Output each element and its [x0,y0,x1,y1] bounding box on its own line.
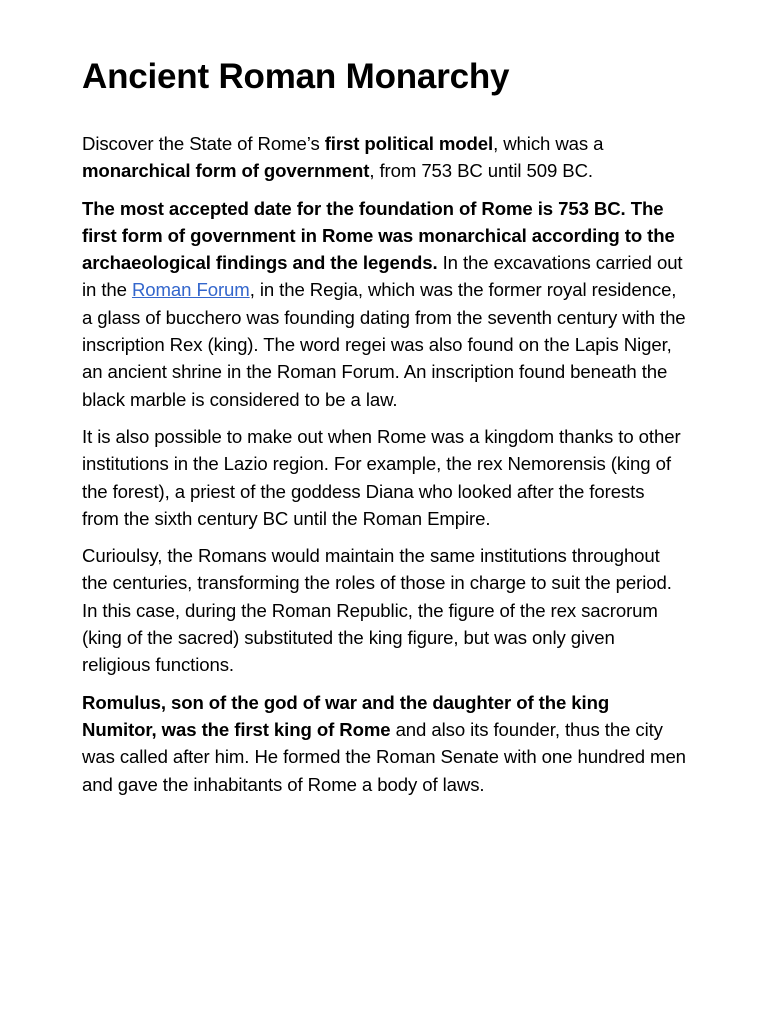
intro-text-2: , which was a [493,133,604,154]
roman-forum-link[interactable]: Roman Forum [131,279,250,301]
romulus-bold-text: Romulus, son of the god of war and the daughter of the king Numitor, was the first king of Rome [82,691,610,740]
intro-bold-2: monarchical form of government [82,160,370,182]
foundation-bold-text: The most accepted date for the foundation of Rome is 753 BC. The first form of government in Rome was monarchical according to the archaeological findings and the legends. [82,197,675,274]
intro-text-3: , from 753 BC until 509 BC. [369,160,593,182]
paragraph-romulus [82,689,686,798]
paragraph-institutions: Curioulsy, the Romans would maintain the same institutions throughout the centuries, transforming the roles of those in charge to suit the period. In this case, during the Roman Republic, the figure of the rex sacrorum (king of the sacred) substituted the king figure, but was only given religious functions. [82,545,672,676]
intro-bold-1: first political model [324,133,494,154]
foundation-text-1: In the excavations carried out in the [82,252,683,301]
foundation-text-2: , in the Regia, which was the former royal residence, a glass of bucchero was founding dating from the seventh century with the inscription Rex (king). The word regei was also found on the Lapis Niger, an ancient shrine in the Roman Forum. An inscription found beneath the black marble is considered to be a law. [82,279,686,410]
romulus-text: and also its founder, thus the city was called after him. He formed the Roman Senate with one hundred men and gave the inhabitants of Rome a body of laws. [82,718,686,795]
intro-text-1: Discover the State of Rome’s [82,133,325,154]
paragraph-foundation [82,195,686,413]
article-title: Ancient Roman Monarchy [82,57,510,96]
paragraph-lazio: It is also possible to make out when Rome was a kingdom thanks to other institutions in the Lazio region. For example, the rex Nemorensis (king of the forest), a priest of the goddess Diana who looked after the forests from the sixth century BC until the Roman Empire. [82,425,681,529]
intro-paragraph [82,130,686,185]
